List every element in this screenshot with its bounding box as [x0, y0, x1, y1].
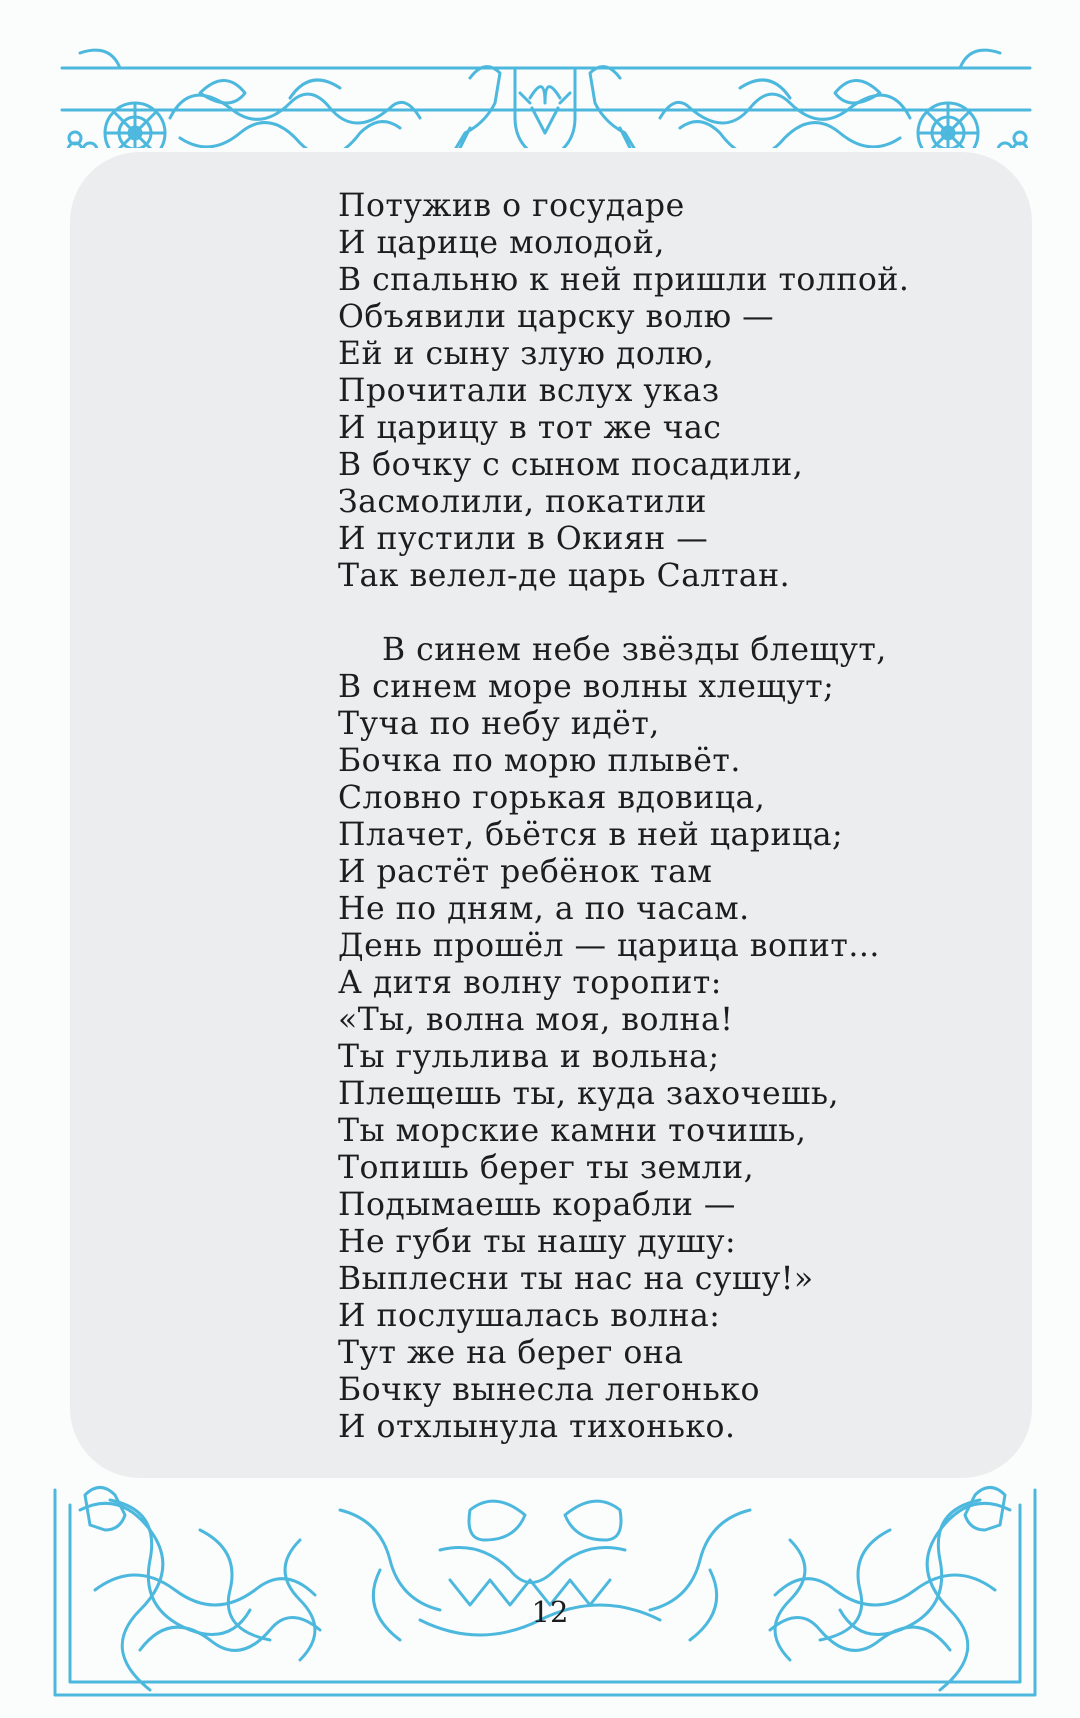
poem-line: И пустили в Окиян — — [338, 521, 709, 557]
poem-line: «Ты, волна моя, волна! — [338, 1002, 734, 1038]
stanza-2 — [338, 632, 909, 1446]
poem-line: В синем небе звёзды блещут, — [382, 632, 887, 668]
poem-line: Ей и сыну злую долю, — [338, 336, 715, 372]
poem-line: Топишь берег ты земли, — [338, 1150, 755, 1186]
poem-text — [338, 188, 909, 1446]
poem-line: Плещешь ты, куда захочешь, — [338, 1076, 840, 1112]
poem-line: Подымаешь корабли — — [338, 1187, 736, 1223]
dot-cluster-left — [68, 132, 97, 148]
poem-line: Засмолили, покатили — [338, 484, 707, 520]
poem-line: Не губи ты нашу душу: — [338, 1224, 737, 1260]
poem-line: Туча по небу идёт, — [338, 706, 660, 742]
poem-line: Не по дням, а по часам. — [338, 891, 750, 927]
poem-line: А дитя волну торопит: — [338, 965, 722, 1001]
poem-line: Потужив о государе — [338, 188, 685, 224]
poem-line: В спальню к ней пришли толпой. — [338, 262, 910, 298]
top-ornament-border — [0, 38, 1080, 148]
lion-left — [450, 67, 500, 148]
poem-line: И царицу в тот же час — [338, 410, 722, 446]
poem-line: Прочитали вслух указ — [338, 373, 720, 409]
poem-line: И царице молодой, — [338, 225, 665, 261]
double-headed-eagle-shield-icon — [515, 68, 575, 148]
poem-line: Словно горькая вдовица, — [338, 780, 766, 816]
poem-line: Бочку вынесла легонько — [338, 1372, 760, 1408]
poem-line: Ты гульлива и вольна; — [338, 1039, 720, 1075]
poem-line: Так велел-де царь Салтан. — [338, 558, 791, 594]
poem-line: Плачет, бьётся в ней царица; — [338, 817, 844, 853]
poem-line: И отхлынула тихонько. — [338, 1409, 736, 1445]
dot-cluster-right — [998, 132, 1027, 148]
poem-line: И растёт ребёнок там — [338, 854, 713, 890]
bottom-ornament-border — [0, 1470, 1080, 1710]
poem-line: Бочка по морю плывёт. — [338, 743, 741, 779]
lion-right — [590, 67, 640, 148]
poem-line: И послушалась волна: — [338, 1298, 721, 1334]
page-number: 12 — [531, 1595, 569, 1629]
beast-head-left — [85, 1488, 125, 1531]
beast-head-right — [965, 1488, 1005, 1531]
stanza-1 — [338, 188, 909, 595]
poem-line: Объявили царску волю — — [338, 299, 775, 335]
poem-line: День прошёл — царица вопит... — [338, 928, 880, 964]
wheel-ornament-left — [105, 103, 165, 148]
poem-line: В бочку с сыном посадили, — [338, 447, 804, 483]
poem-line: В синем море волны хлещут; — [338, 669, 835, 705]
poem-line: Выплесни ты нас на сушу!» — [338, 1261, 814, 1297]
poem-line: Тут же на берег она — [338, 1335, 684, 1371]
wheel-ornament-right — [918, 103, 978, 148]
poem-line: Ты морские камни точишь, — [338, 1113, 807, 1149]
